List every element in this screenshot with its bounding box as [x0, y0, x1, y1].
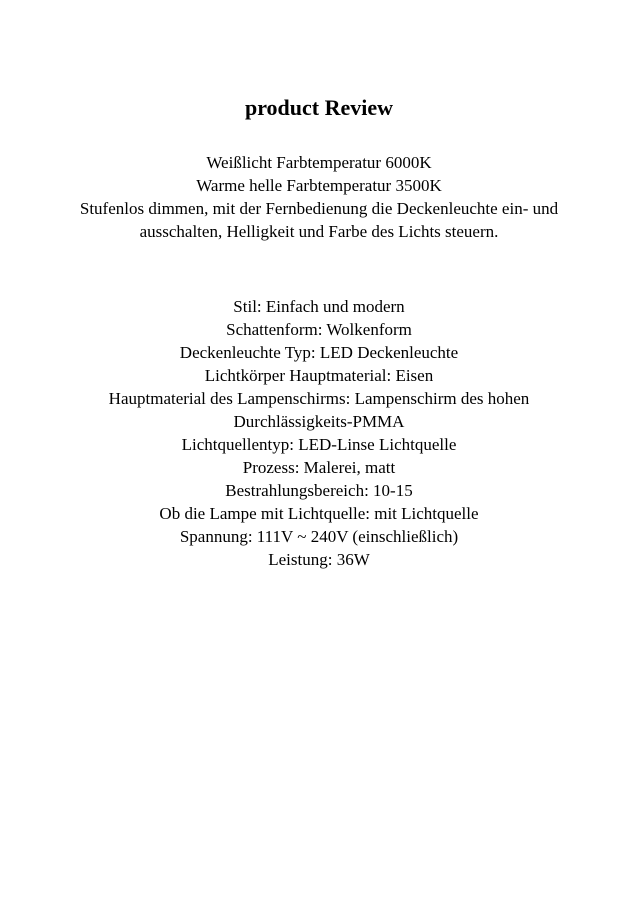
spec-line: Spannung: 111V ~ 240V (einschließlich) — [179, 527, 459, 546]
spec-line: Deckenleuchte Typ: LED Deckenleuchte — [179, 343, 459, 362]
spec-line: Schattenform: Wolkenform — [226, 320, 412, 339]
spec-line: Hauptmaterial des Lampenschirms: Lampenschirm des hohen — [108, 389, 530, 408]
intro-line: Weißlicht Farbtemperatur 6000K — [206, 153, 432, 172]
specification-list — [30, 295, 608, 571]
intro-text — [30, 151, 608, 243]
intro-line: ausschalten, Helligkeit und Farbe des Lichts steuern. — [139, 222, 499, 241]
intro-line: Stufenlos dimmen, mit der Fernbedienung die Deckenleuchte ein- und — [79, 199, 559, 218]
spec-line: Ob die Lampe mit Lichtquelle: mit Lichtquelle — [159, 504, 479, 523]
spec-line: Leistung: 36W — [268, 550, 370, 569]
page-title: product Review — [244, 95, 394, 120]
spec-line: Stil: Einfach und modern — [233, 297, 405, 316]
spec-line: Prozess: Malerei, matt — [242, 458, 396, 477]
intro-line: Warme helle Farbtemperatur 3500K — [196, 176, 442, 195]
spec-line: Lichtkörper Hauptmaterial: Eisen — [204, 366, 434, 385]
spec-line: Bestrahlungsbereich: 10-15 — [225, 481, 413, 500]
spec-line: Durchlässigkeits-PMMA — [233, 412, 405, 431]
spec-line: Lichtquellentyp: LED-Linse Lichtquelle — [181, 435, 457, 454]
